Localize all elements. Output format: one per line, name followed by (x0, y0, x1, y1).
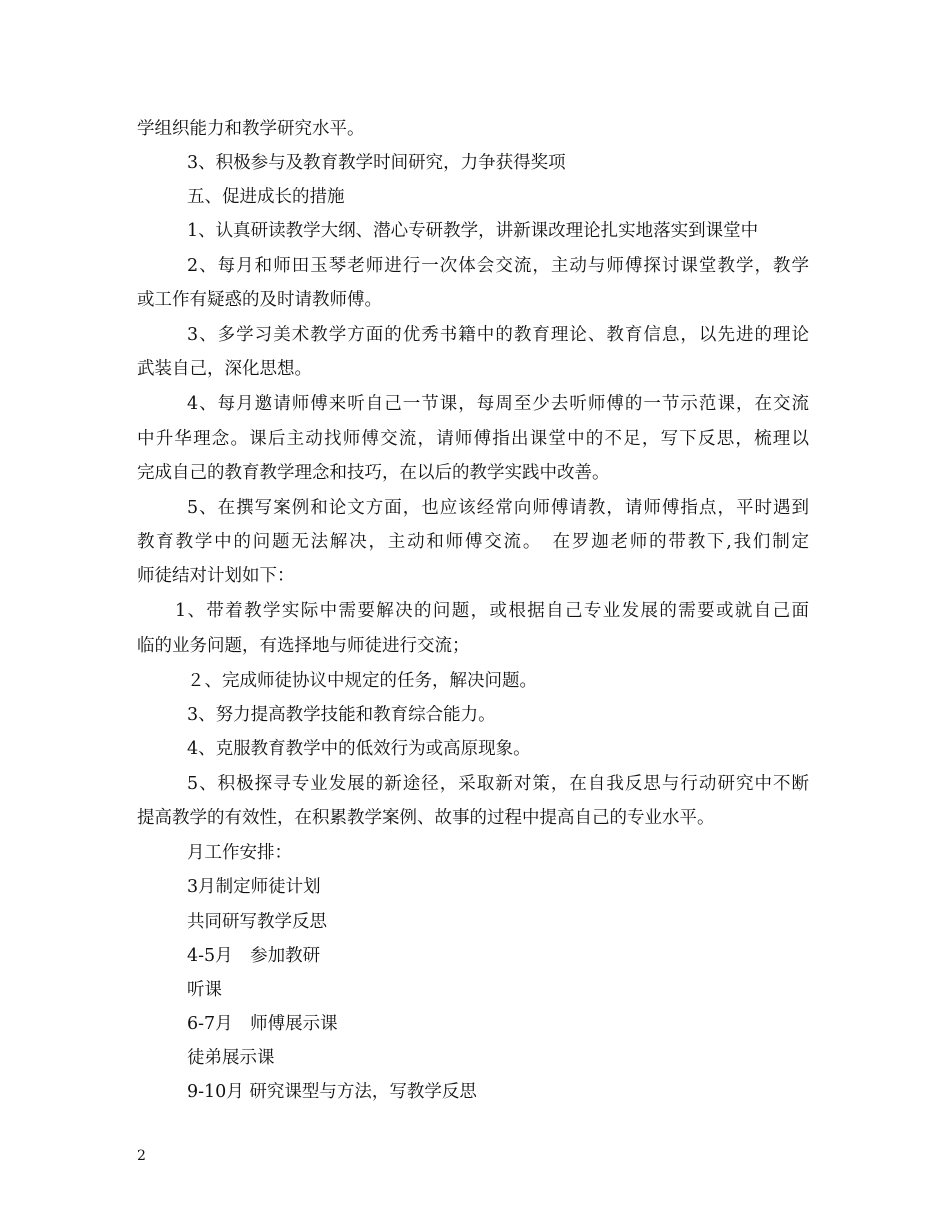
text-line: 2、每月和师田玉琴老师进行一次体会交流，主动与师傅探讨课堂教学，教学 (187, 256, 809, 276)
schedule-item: 6-7月 师傅展示课 (187, 1014, 338, 1034)
text-line: 3、努力提高教学技能和教育综合能力。 (187, 705, 496, 725)
schedule-item: 徒弟展示课 (187, 1048, 275, 1068)
text-line: 5、积极探寻专业发展的新途径，采取新对策，在自我反思与行动研究中不断 (187, 774, 809, 794)
text-line: 师徒结对计划如下： (137, 566, 295, 586)
schedule-item: 9-10月 研究课型与方法，写教学反思 (187, 1082, 477, 1102)
schedule-item: 听课 (187, 980, 222, 1000)
text-line: 中升华理念。课后主动找师傅交流，请师傅指出课堂中的不足，写下反思，梳理以 (137, 429, 809, 449)
page-number: 2 (137, 1148, 146, 1164)
text-line: ２、完成师徒协议中规定的任务，解决问题。 (187, 671, 537, 691)
text-line: 临的业务问题，有选择地与师徒进行交流； (137, 636, 470, 656)
section-heading: 五、促进成长的措施 (187, 187, 345, 207)
schedule-item: 共同研写教学反思 (187, 912, 327, 932)
text-line: 教育教学中的问题无法解决，主动和师傅交流。 在罗迦老师的带教下,我们制定 (137, 532, 809, 552)
schedule-item: 3月制定师徒计划 (187, 877, 321, 897)
text-line: 或工作有疑惑的及时请教师傅。 (137, 290, 382, 310)
section-heading: 月工作安排： (187, 843, 292, 863)
text-line: 3、多学习美术教学方面的优秀书籍中的教育理论、教育信息，以先进的理论 (187, 325, 809, 345)
text-line: 1、带着教学实际中需要解决的问题，或根据自己专业发展的需要或就自己面 (175, 601, 809, 621)
text-line: 5、在撰写案例和论文方面，也应该经常向师傅请教，请师傅指点，平时遇到 (187, 498, 809, 518)
text-line: 3、积极参与及教育教学时间研究，力争获得奖项 (187, 153, 566, 173)
text-line: 提高教学的有效性，在积累教学案例、故事的过程中提高自己的专业水平。 (137, 808, 715, 828)
text-line: 武装自己，深化思想。 (137, 359, 312, 379)
schedule-item: 4-5月 参加教研 (187, 946, 321, 966)
text-line: 1、认真研读教学大纲、潜心专研教学，讲新课改理论扎实地落实到课堂中 (187, 221, 759, 241)
text-line: 4、克服教育教学中的低效行为或高原现象。 (187, 739, 531, 759)
text-line: 4、每月邀请师傅来听自己一节课，每周至少去听师傅的一节示范课，在交流 (187, 394, 809, 414)
text-line: 学组织能力和教学研究水平。 (137, 119, 365, 139)
text-line: 完成自己的教育教学理念和技巧，在以后的教学实践中改善。 (137, 463, 610, 483)
